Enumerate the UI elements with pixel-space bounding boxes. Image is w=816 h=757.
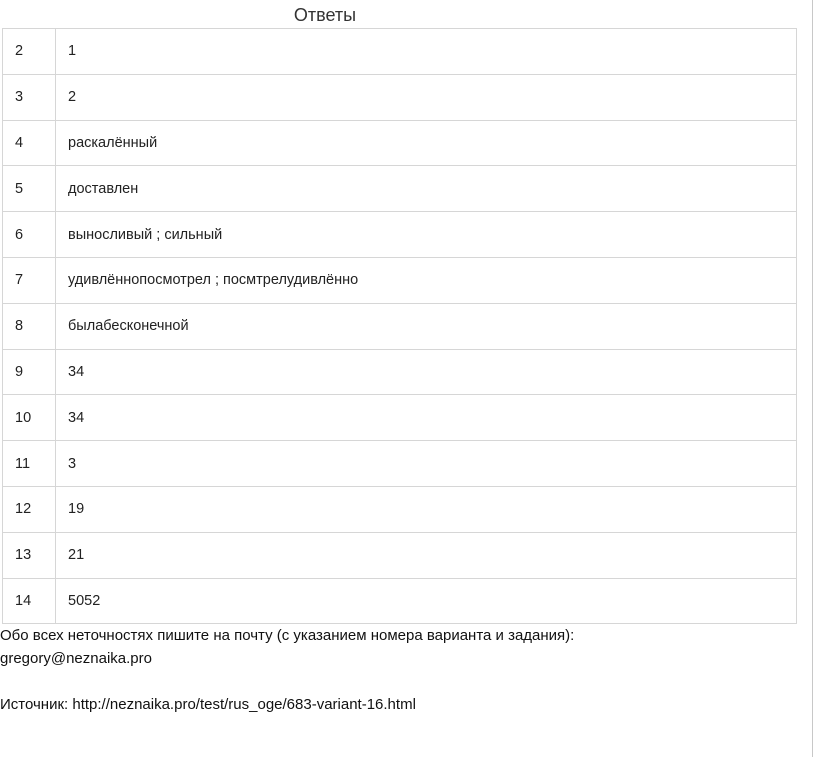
table-row <box>3 212 797 258</box>
table-row <box>3 257 797 303</box>
question-number: 13 <box>3 532 56 578</box>
answer-value: выносливый ; сильный <box>56 212 797 258</box>
question-number: 2 <box>3 29 56 75</box>
answer-value: удивлённопосмотрел ; посмтрелудивлённо <box>56 257 797 303</box>
table-row <box>3 441 797 487</box>
table-row <box>3 486 797 532</box>
question-number: 11 <box>3 441 56 487</box>
question-number: 5 <box>3 166 56 212</box>
answer-value: 34 <box>56 395 797 441</box>
question-number: 6 <box>3 212 56 258</box>
question-number: 3 <box>3 74 56 120</box>
table-row <box>3 532 797 578</box>
answer-value: 19 <box>56 486 797 532</box>
answer-value: раскалённый <box>56 120 797 166</box>
question-number: 4 <box>3 120 56 166</box>
table-row <box>3 303 797 349</box>
table-row <box>3 395 797 441</box>
question-number: 7 <box>3 257 56 303</box>
question-number: 9 <box>3 349 56 395</box>
question-number: 14 <box>3 578 56 624</box>
feedback-email: gregory@neznaika.pro <box>0 650 152 667</box>
answer-value: 21 <box>56 532 797 578</box>
question-number: 8 <box>3 303 56 349</box>
answer-value: доставлен <box>56 166 797 212</box>
answer-value: 2 <box>56 74 797 120</box>
answer-value: 5052 <box>56 578 797 624</box>
feedback-note: Обо всех неточностях пишите на почту (с указанием номера варианта и задания): <box>0 627 575 644</box>
answers-table-body <box>3 29 797 624</box>
answers-table <box>2 28 797 624</box>
source-link: Источник: http://neznaika.pro/test/rus_oge/683-variant-16.html <box>0 696 416 713</box>
answer-value: 34 <box>56 349 797 395</box>
answer-value: 3 <box>56 441 797 487</box>
table-row <box>3 29 797 75</box>
table-row <box>3 349 797 395</box>
answer-value: 1 <box>56 29 797 75</box>
table-row <box>3 578 797 624</box>
question-number: 10 <box>3 395 56 441</box>
page-title: Ответы <box>293 5 357 25</box>
question-number: 12 <box>3 486 56 532</box>
table-row <box>3 166 797 212</box>
page-edge-line <box>812 0 813 757</box>
table-row <box>3 74 797 120</box>
answer-value: былабесконечной <box>56 303 797 349</box>
footer <box>0 624 800 716</box>
table-row <box>3 120 797 166</box>
